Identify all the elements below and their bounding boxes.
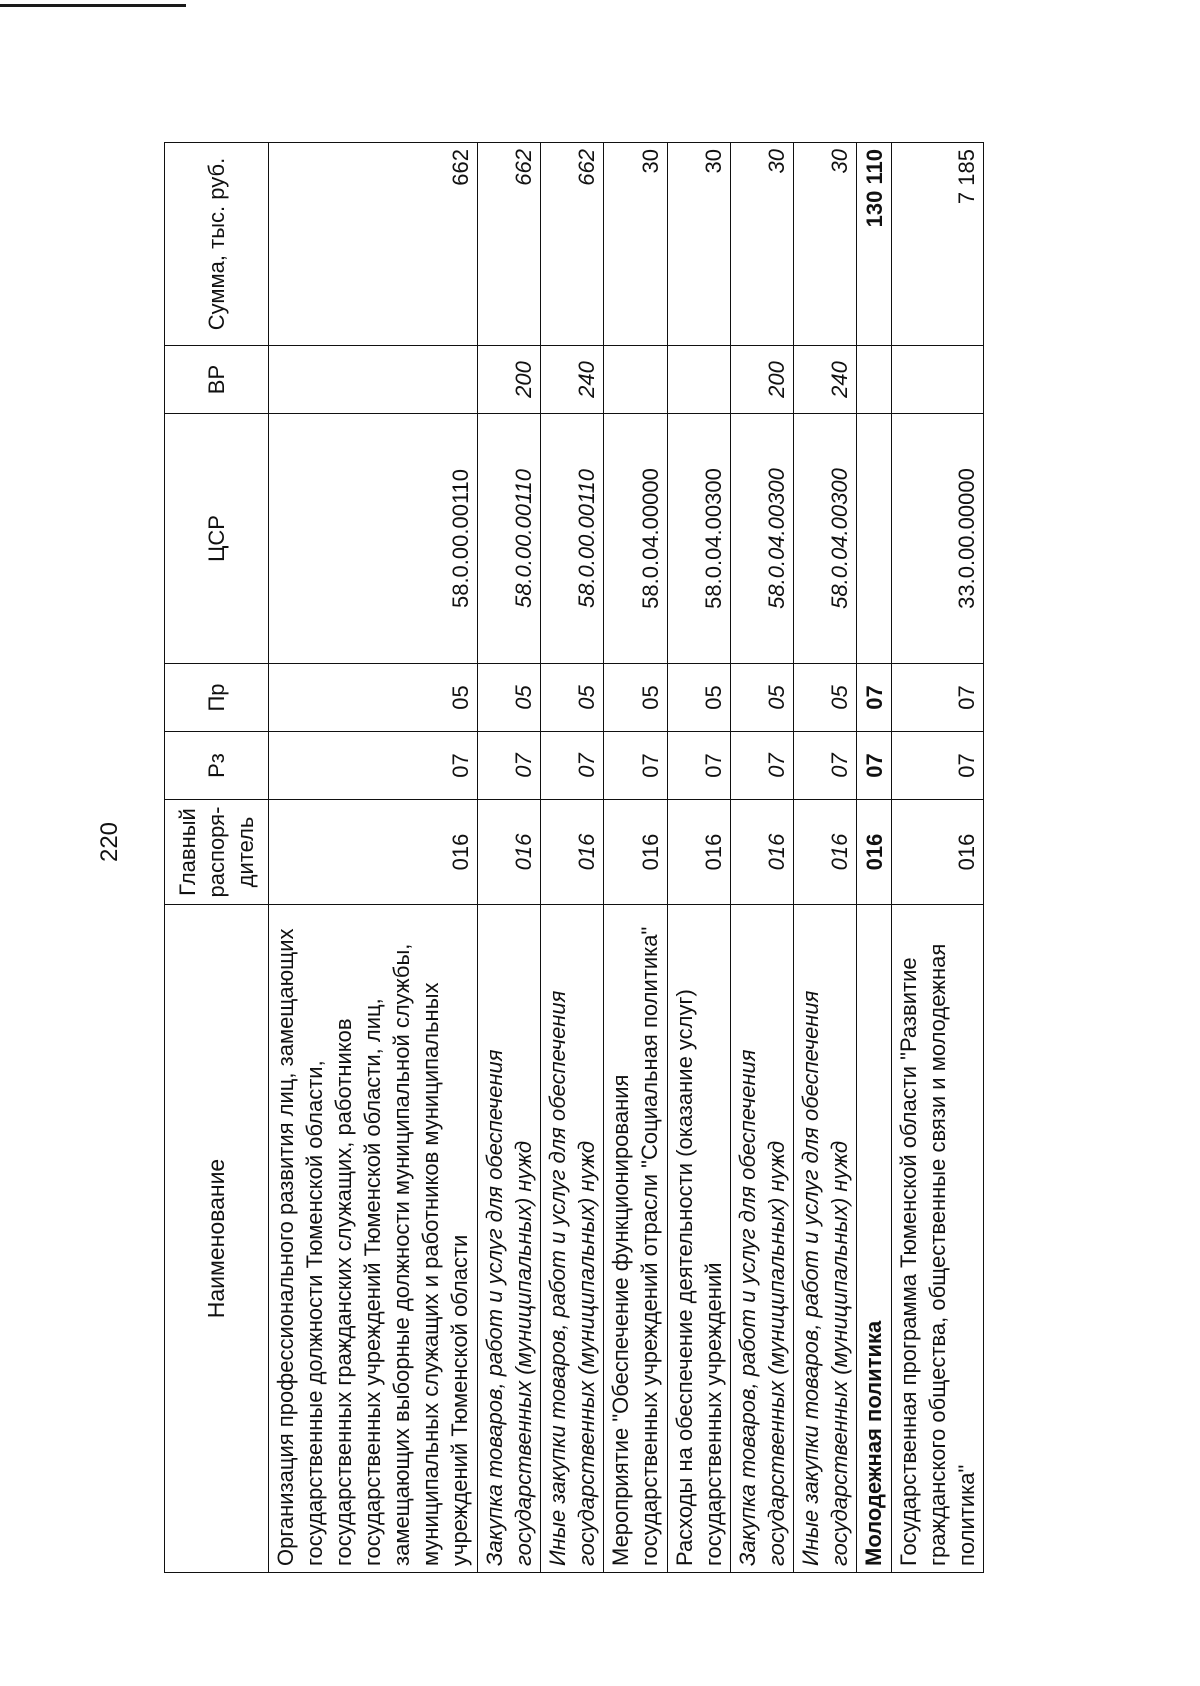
header-csr: ЦСР [165, 414, 269, 664]
cell-vr: 200 [477, 346, 540, 414]
cell-gr: 016 [541, 800, 604, 905]
cell-vr: 200 [730, 346, 793, 414]
header-vr: ВР [165, 346, 269, 414]
cell-rz: 07 [541, 732, 604, 800]
cell-gr: 016 [794, 800, 857, 905]
cell-csr: 58.0.00.00110 [477, 414, 540, 664]
cell-csr: 33.0.00.00000 [891, 414, 983, 664]
cell-rz: 07 [891, 732, 983, 800]
cell-pr: 05 [477, 664, 540, 732]
header-sum: Сумма, тыс. руб. [165, 143, 269, 346]
cell-vr [604, 346, 667, 414]
cell-pr: 05 [794, 664, 857, 732]
table-row [667, 143, 730, 1573]
table-row [477, 143, 540, 1573]
cell-name: Закупка товаров, работ и услуг для обеспечения государственных (муниципальных) нужд [730, 905, 793, 1573]
cell-gr: 016 [730, 800, 793, 905]
budget-table [164, 142, 984, 1573]
cell-csr: 58.0.04.00300 [730, 414, 793, 664]
cell-gr: 016 [891, 800, 983, 905]
header-gr: Главный распоря-дитель [165, 800, 269, 905]
cell-csr: 58.0.00.00110 [269, 414, 478, 664]
cell-name: Иные закупки товаров, работ и услуг для обеспечения государственных (муниципальных) нужд [794, 905, 857, 1573]
cell-sum: 7 185 [891, 143, 983, 346]
page-number-text: 220 [96, 821, 123, 863]
cell-sum: 30 [794, 143, 857, 346]
cell-vr [857, 346, 891, 414]
cell-pr: 07 [891, 664, 983, 732]
cell-sum: 30 [730, 143, 793, 346]
table-row [857, 143, 891, 1573]
cell-name: Государственная программа Тюменской области "Развитие гражданского общества, общественные связи и молодежная политика" [891, 905, 983, 1573]
cell-sum: 662 [541, 143, 604, 346]
cell-pr: 05 [269, 664, 478, 732]
cell-pr: 05 [730, 664, 793, 732]
cell-pr: 05 [604, 664, 667, 732]
cell-csr: 58.0.04.00300 [667, 414, 730, 664]
cell-gr: 016 [667, 800, 730, 905]
cell-pr: 05 [667, 664, 730, 732]
header-row [165, 143, 269, 1573]
cell-csr: 58.0.04.00000 [604, 414, 667, 664]
cell-gr: 016 [857, 800, 891, 905]
table-row [541, 143, 604, 1573]
cell-name: Мероприятие "Обеспечение функционирования государственных учреждений отрасли "Социальная политика" [604, 905, 667, 1573]
cell-gr: 016 [477, 800, 540, 905]
cell-vr: 240 [794, 346, 857, 414]
cell-sum: 662 [477, 143, 540, 346]
cell-vr [891, 346, 983, 414]
cell-rz: 07 [794, 732, 857, 800]
cell-csr: 58.0.04.00300 [794, 414, 857, 664]
cell-rz: 07 [269, 732, 478, 800]
cell-gr: 016 [269, 800, 478, 905]
cell-pr: 07 [857, 664, 891, 732]
cell-rz: 07 [604, 732, 667, 800]
cell-sum: 30 [604, 143, 667, 346]
table-row [604, 143, 667, 1573]
cell-sum: 130 110 [857, 143, 891, 346]
cell-vr [667, 346, 730, 414]
cell-vr [269, 346, 478, 414]
cell-rz: 07 [730, 732, 793, 800]
cell-name: Расходы на обеспечение деятельности (оказание услуг) государственных учреждений [667, 905, 730, 1573]
cell-sum: 662 [269, 143, 478, 346]
cell-csr: 58.0.00.00110 [541, 414, 604, 664]
cell-name: Организация профессионального развития лиц, замещающих государственные должности Тюменской области, государственных гражданских служащих, работников государственных учреждений Тюменской области, лиц, замещающих выборные должности муниципальной службы, муниципальных служащих и работников муниципальных учреждений Тюменской области [269, 905, 478, 1573]
cell-name: Закупка товаров, работ и услуг для обеспечения государственных (муниципальных) нужд [477, 905, 540, 1573]
cell-rz: 07 [477, 732, 540, 800]
cell-name: Иные закупки товаров, работ и услуг для обеспечения государственных (муниципальных) нужд [541, 905, 604, 1573]
cell-csr [857, 414, 891, 664]
budget-table-container [164, 143, 984, 1573]
top-rule [0, 4, 186, 7]
header-name: Наименование [165, 905, 269, 1573]
cell-pr: 05 [541, 664, 604, 732]
table-row [794, 143, 857, 1573]
cell-gr: 016 [604, 800, 667, 905]
table-row [269, 143, 478, 1573]
header-rz: Рз [165, 732, 269, 800]
cell-rz: 07 [667, 732, 730, 800]
header-pr: Пр [165, 664, 269, 732]
cell-sum: 30 [667, 143, 730, 346]
cell-vr: 240 [541, 346, 604, 414]
cell-rz: 07 [857, 732, 891, 800]
table-row [730, 143, 793, 1573]
cell-name: Молодежная политика [857, 905, 891, 1573]
table-row [891, 143, 983, 1573]
